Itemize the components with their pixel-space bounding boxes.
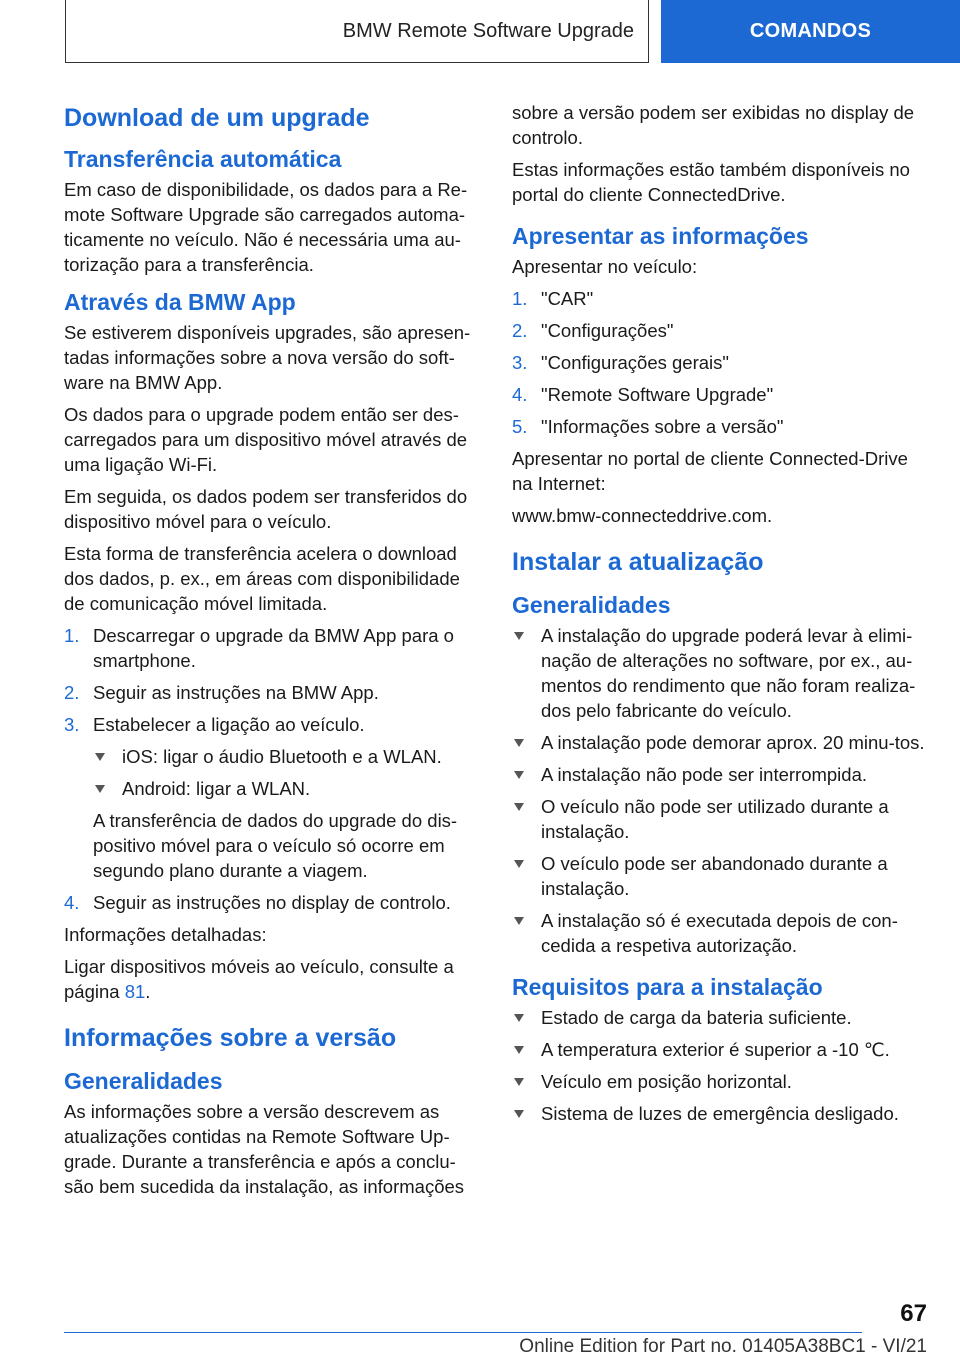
triangle-bullet-icon	[514, 1014, 524, 1022]
list-item	[512, 1069, 932, 1094]
chapter-tab	[661, 0, 960, 63]
page-link[interactable]: 81	[124, 981, 146, 1002]
connect-text: Ligar dispositivos móveis ao veículo, consulte a página	[64, 956, 454, 1002]
heading-general: Generalidades	[64, 1068, 223, 1094]
bullet-text: A instalação pode demorar aprox. 20 minu-tos.	[541, 732, 925, 753]
list-item	[512, 1037, 932, 1062]
heading-automatic-transfer: Transferência automática	[64, 146, 342, 172]
connection-bullets	[93, 744, 482, 801]
list-item	[512, 794, 932, 844]
heading-bmw-app: Através da BMW App	[64, 289, 296, 315]
paragraph-version: As informações sobre a versão descrevem as atualizações contidas na Remote Software Up-grade. Durante a transferência e após a conclu-são bem sucedida da instalação, as informações	[64, 1101, 465, 1197]
triangle-bullet-icon	[514, 860, 524, 868]
requirements-bullets	[512, 1005, 932, 1126]
list-item	[64, 712, 482, 883]
bullet-text: A instalação do upgrade poderá levar à elimi-nação de alterações no software, por ex., au-mentos do rendimento que não foram realiza-dos pelo fabricante do veículo.	[541, 625, 916, 721]
step-number: 2.	[512, 320, 528, 341]
list-item	[512, 762, 932, 787]
footer-divider	[64, 1332, 862, 1333]
chapter-tab-label: COMANDOS	[749, 20, 872, 42]
list-item	[512, 318, 932, 343]
bullet-text: Veículo em posição horizontal.	[541, 1071, 792, 1092]
paragraph-automatic: Em caso de disponibilidade, os dados para a Re-mote Software Upgrade são carregados automa-ticamente no veículo. Não é necessária uma au-torização para a transferência.	[64, 179, 468, 275]
triangle-bullet-icon	[514, 803, 524, 811]
list-item	[64, 890, 482, 915]
list-item	[512, 851, 932, 901]
triangle-bullet-icon	[95, 785, 105, 793]
bullet-text: A instalação só é executada depois de con-cedida a respetiva autorização.	[541, 910, 898, 956]
heading-requirements: Requisitos para a instalação	[512, 974, 823, 1000]
triangle-bullet-icon	[514, 771, 524, 779]
paragraph-portal: Apresentar no portal de cliente Connected-Drive na Internet:	[512, 448, 908, 494]
bullet-text: O veículo pode ser abandonado durante a instalação.	[541, 853, 888, 899]
list-item	[93, 744, 482, 769]
general-bullets	[512, 623, 932, 958]
step-text: "CAR"	[541, 288, 594, 309]
list-item	[512, 1101, 932, 1126]
triangle-bullet-icon	[514, 917, 524, 925]
heading-general: Generalidades	[512, 592, 671, 618]
list-item	[512, 286, 932, 311]
footer-edition: Online Edition for Part no. 01405A38BC1 - VI/21	[519, 1336, 927, 1357]
app-steps-list	[64, 623, 482, 915]
list-item	[93, 776, 482, 801]
heading-show-info: Apresentar as informações	[512, 223, 809, 249]
step-number: 5.	[512, 416, 528, 437]
triangle-bullet-icon	[514, 1110, 524, 1118]
triangle-bullet-icon	[514, 739, 524, 747]
bullet-text: iOS: ligar o áudio Bluetooth e a WLAN.	[122, 746, 442, 767]
menu-steps-list	[512, 286, 932, 439]
header-title: BMW Remote Software Upgrade	[342, 19, 634, 42]
left-column	[64, 100, 482, 1206]
list-item	[512, 414, 932, 439]
step-number: 4.	[512, 384, 528, 405]
paragraph-app-1: Se estiverem disponíveis upgrades, são apresen-tadas informações sobre a nova versão do soft-ware na BMW App.	[64, 322, 471, 393]
step-text: "Remote Software Upgrade"	[541, 384, 774, 405]
bullet-text: Estado de carga da bateria suficiente.	[541, 1007, 852, 1028]
heading-download: Download de um upgrade	[64, 104, 370, 132]
list-item	[64, 623, 482, 673]
paragraph-app-4: Esta forma de transferência acelera o download dos dados, p. ex., em áreas com disponibilidade de comunicação móvel limitada.	[64, 543, 460, 614]
list-item	[512, 730, 932, 755]
paragraph-app-3: Em seguida, os dados podem ser transferidos do dispositivo móvel para o veículo.	[64, 486, 468, 532]
heading-install-update: Instalar a atualização	[512, 548, 764, 576]
list-item	[512, 623, 932, 723]
bullet-text: Android: ligar a WLAN.	[122, 778, 311, 799]
triangle-bullet-icon	[514, 632, 524, 640]
step-number: 3.	[64, 714, 80, 735]
step-text: Estabelecer a ligação ao veículo.	[93, 714, 365, 735]
step-text: Seguir as instruções na BMW App.	[93, 682, 379, 703]
bullet-text: A temperatura exterior é superior a -10 ℃.	[541, 1039, 890, 1060]
step-number: 3.	[512, 352, 528, 373]
paragraph-continued-1: sobre a versão podem ser exibidas no display de controlo.	[512, 102, 915, 148]
triangle-bullet-icon	[514, 1046, 524, 1054]
bullet-text: A instalação não pode ser interrompida.	[541, 764, 868, 785]
list-item	[512, 1005, 932, 1030]
page-number: 67	[900, 1300, 927, 1327]
paragraph-connect	[64, 954, 482, 1004]
list-item	[512, 908, 932, 958]
step-number: 1.	[512, 288, 528, 309]
bullet-text: O veículo não pode ser utilizado durante a instalação.	[541, 796, 889, 842]
paragraph-continued-2: Estas informações estão também disponíveis no portal do cliente ConnectedDrive.	[512, 159, 910, 205]
paragraph-app-2: Os dados para o upgrade podem então ser des-carregados para um dispositivo móvel através de uma ligação Wi-Fi.	[64, 404, 468, 475]
paragraph-details: Informações detalhadas:	[64, 924, 267, 945]
step-text: Descarregar o upgrade da BMW App para o smartphone.	[93, 625, 454, 671]
list-item	[512, 350, 932, 375]
triangle-bullet-icon	[514, 1078, 524, 1086]
step-number: 1.	[64, 625, 80, 646]
step-text: Seguir as instruções no display de controlo.	[93, 892, 451, 913]
step-number: 2.	[64, 682, 80, 703]
heading-version-info: Informações sobre a versão	[64, 1024, 397, 1052]
right-column	[512, 100, 932, 1133]
triangle-bullet-icon	[95, 753, 105, 761]
step-3-note: A transferência de dados do upgrade do dis-positivo móvel para o veículo só ocorre em segundo plano durante a viagem.	[93, 810, 458, 881]
list-item	[512, 382, 932, 407]
bullet-text: Sistema de luzes de emergência desligado.	[541, 1103, 899, 1124]
paragraph-show-vehicle: Apresentar no veículo:	[512, 256, 698, 277]
step-number: 4.	[64, 892, 80, 913]
paragraph-url: www.bmw-connecteddrive.com.	[512, 505, 773, 526]
step-text: "Configurações"	[541, 320, 674, 341]
connect-suffix: .	[145, 981, 151, 1002]
running-header	[65, 0, 649, 63]
step-text: "Configurações gerais"	[541, 352, 729, 373]
step-text: "Informações sobre a versão"	[541, 416, 784, 437]
list-item	[64, 680, 482, 705]
